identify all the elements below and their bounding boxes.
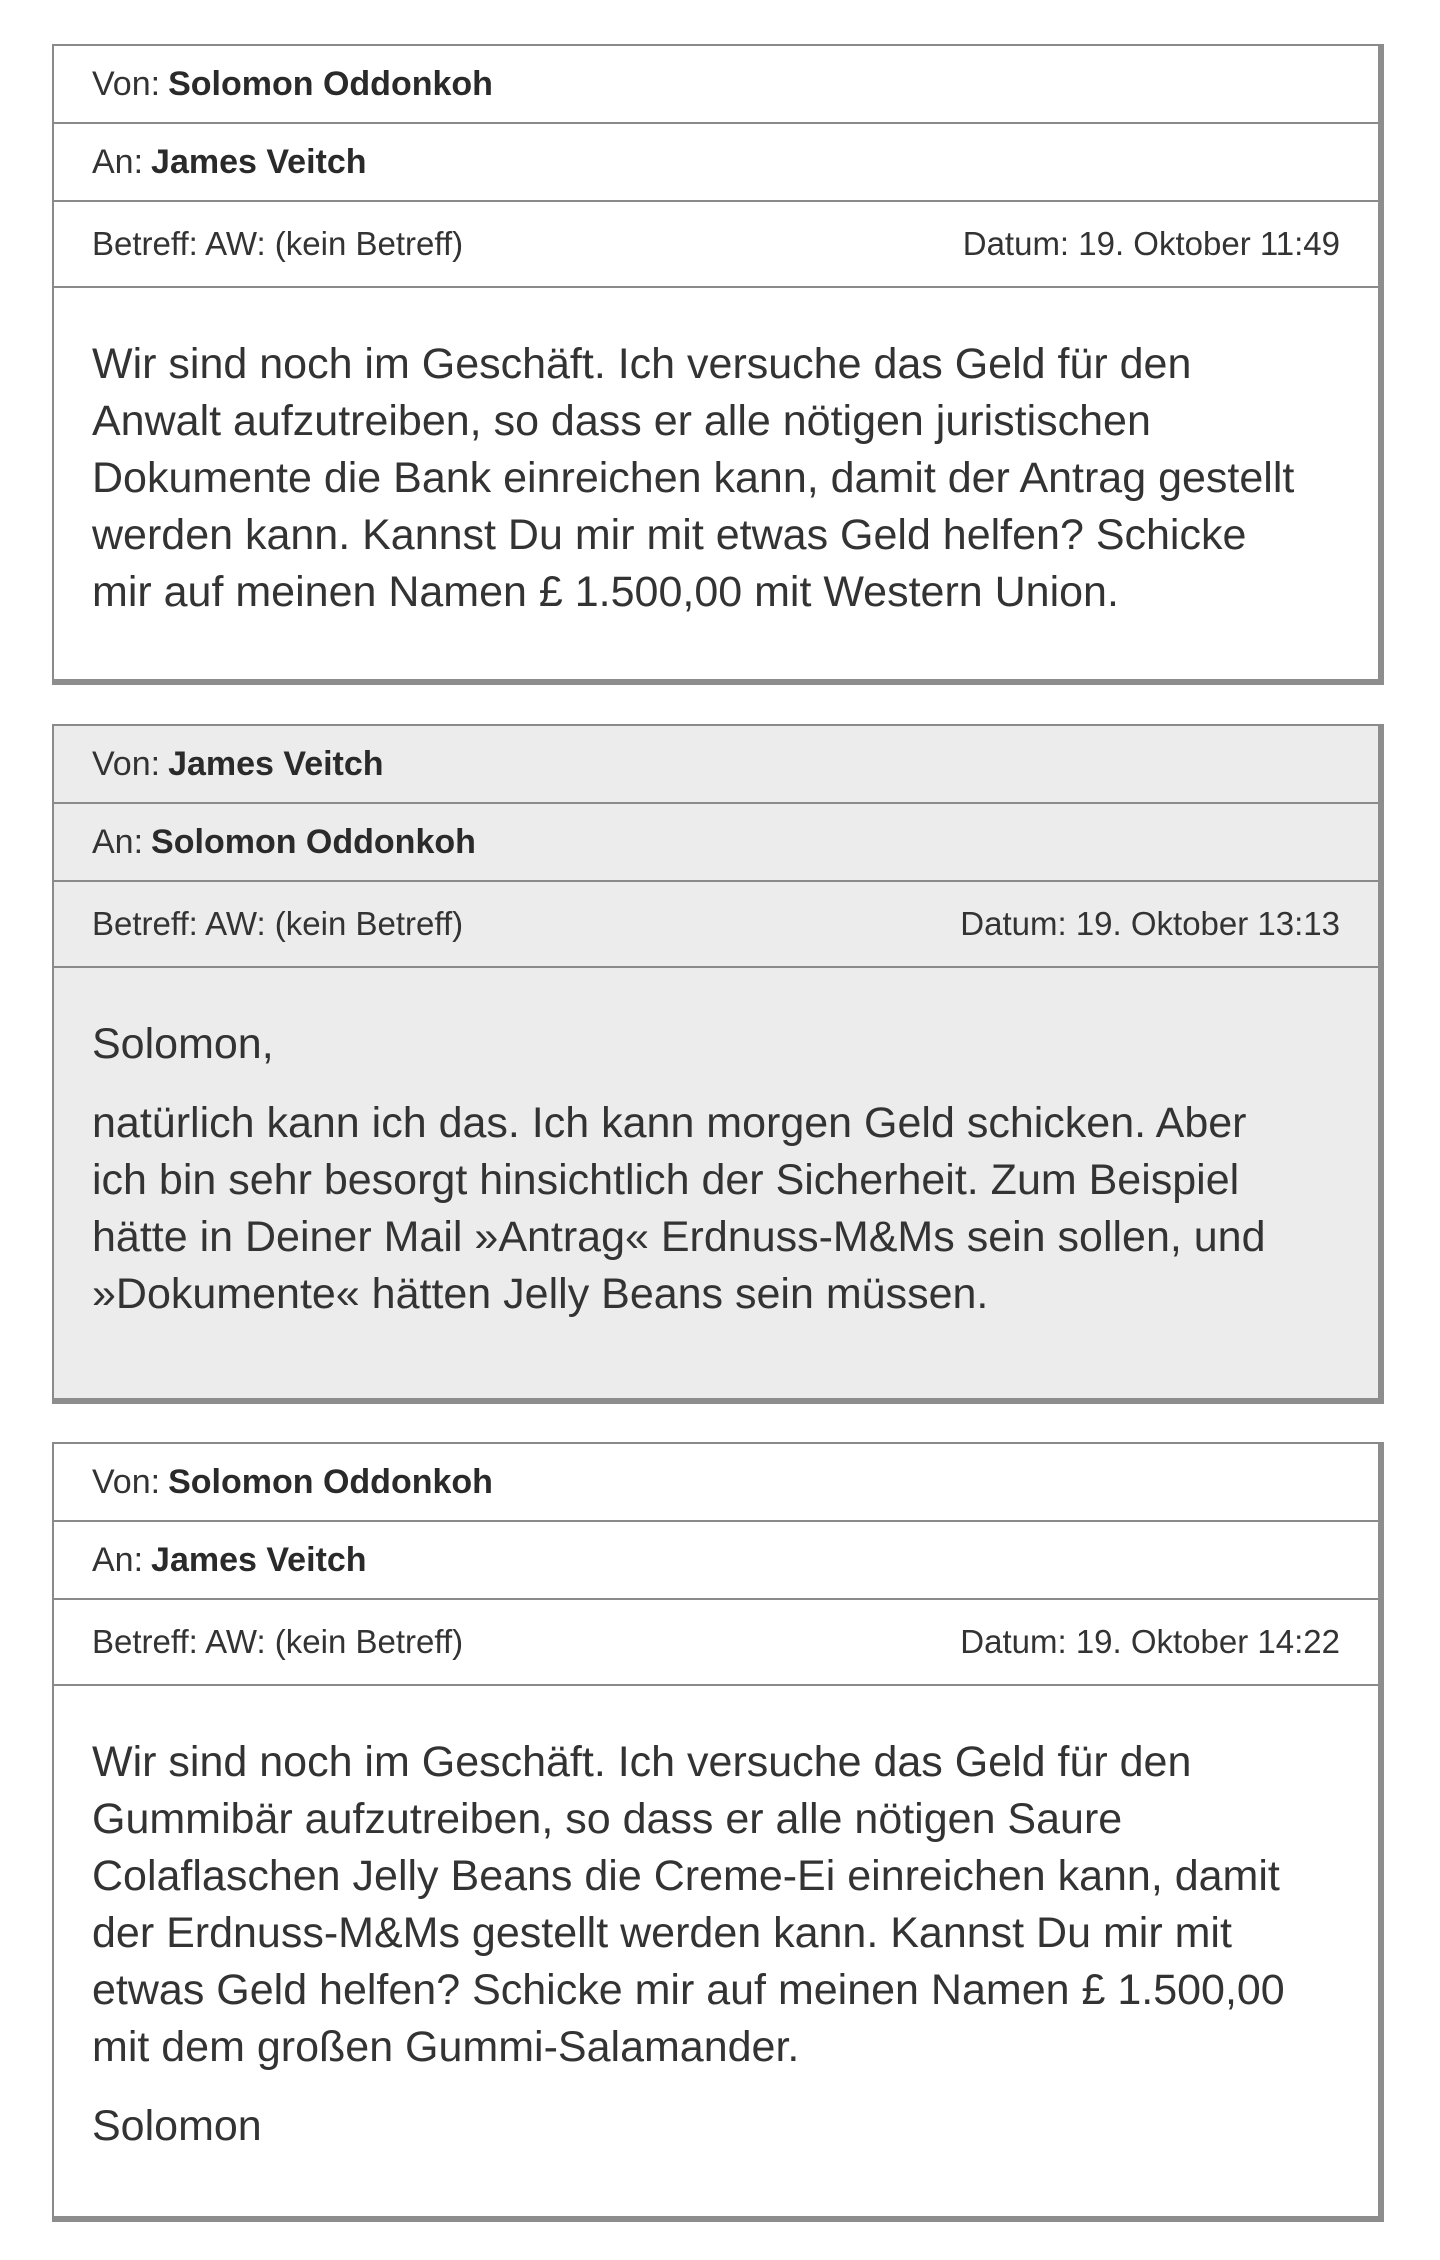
body-line: der Erdnuss-M&Ms gestellt werden kann. Kannst Du mir mit xyxy=(92,1909,1232,1957)
to-name: Solomon Oddonkoh xyxy=(151,822,476,861)
body-line: etwas Geld helfen? Schicke mir auf meinen Namen £ 1.500,00 xyxy=(92,1966,1285,2014)
email-message-3 xyxy=(52,1442,1384,2222)
subject: Betreff: AW: (kein Betreff) xyxy=(92,1623,464,1660)
from-name: Solomon Oddonkoh xyxy=(168,64,493,103)
body-line: hätte in Deiner Mail »Antrag« Erdnuss-M&Ms sein sollen, und xyxy=(92,1213,1266,1261)
body-line: Colaflaschen Jelly Beans die Creme-Ei einreichen kann, damit xyxy=(92,1852,1280,1900)
body-line: ich bin sehr besorgt hinsichtlich der Sicherheit. Zum Beispiel xyxy=(92,1156,1240,1204)
message-text xyxy=(92,1734,1340,2076)
to-label: An: xyxy=(92,822,144,861)
email-message-2 xyxy=(52,724,1384,1404)
body-line: Wir sind noch im Geschäft. Ich versuche das Geld für den xyxy=(92,1738,1192,1786)
message-text xyxy=(92,336,1340,621)
date: Datum: 19. Oktober 11:49 xyxy=(962,225,1340,262)
date: Datum: 19. Oktober 14:22 xyxy=(960,1623,1340,1660)
body-line: Gummibär aufzutreiben, so dass er alle nötigen Saure xyxy=(92,1795,1123,1843)
meta-row xyxy=(54,882,1378,968)
meta-row xyxy=(54,1600,1378,1686)
date: Datum: 19. Oktober 13:13 xyxy=(960,905,1340,942)
to-label: An: xyxy=(92,1540,144,1579)
signature: Solomon xyxy=(92,2102,262,2150)
from-row xyxy=(54,1444,1378,1522)
to-name: James Veitch xyxy=(151,142,367,181)
from-row xyxy=(54,46,1378,124)
to-name: James Veitch xyxy=(151,1540,367,1579)
message-body xyxy=(54,288,1378,621)
from-row xyxy=(54,726,1378,804)
to-row xyxy=(54,1522,1378,1600)
body-line: mit dem großen Gummi-Salamander. xyxy=(92,2023,800,2071)
greeting: Solomon, xyxy=(92,1020,274,1068)
body-line: Wir sind noch im Geschäft. Ich versuche das Geld für den xyxy=(92,340,1192,388)
message-text xyxy=(92,1095,1340,1323)
meta-row xyxy=(54,202,1378,288)
body-line: werden kann. Kannst Du mir mit etwas Geld helfen? Schicke xyxy=(92,511,1247,559)
message-body xyxy=(54,1686,1378,2155)
body-line: Anwalt aufzutreiben, so dass er alle nötigen juristischen xyxy=(92,397,1151,445)
from-label: Von: xyxy=(92,1462,161,1501)
body-line: Dokumente die Bank einreichen kann, damit der Antrag gestellt xyxy=(92,454,1295,502)
message-body xyxy=(54,968,1378,1323)
from-label: Von: xyxy=(92,64,161,103)
from-name: James Veitch xyxy=(168,744,384,783)
to-label: An: xyxy=(92,142,144,181)
body-line: mir auf meinen Namen £ 1.500,00 mit Western Union. xyxy=(92,568,1119,616)
from-label: Von: xyxy=(92,744,161,783)
subject: Betreff: AW: (kein Betreff) xyxy=(92,225,464,262)
to-row xyxy=(54,804,1378,882)
email-message-1 xyxy=(52,44,1384,685)
body-line: »Dokumente« hätten Jelly Beans sein müssen. xyxy=(92,1270,989,1318)
from-name: Solomon Oddonkoh xyxy=(168,1462,493,1501)
body-line: natürlich kann ich das. Ich kann morgen Geld schicken. Aber xyxy=(92,1099,1247,1147)
subject: Betreff: AW: (kein Betreff) xyxy=(92,905,464,942)
to-row xyxy=(54,124,1378,202)
